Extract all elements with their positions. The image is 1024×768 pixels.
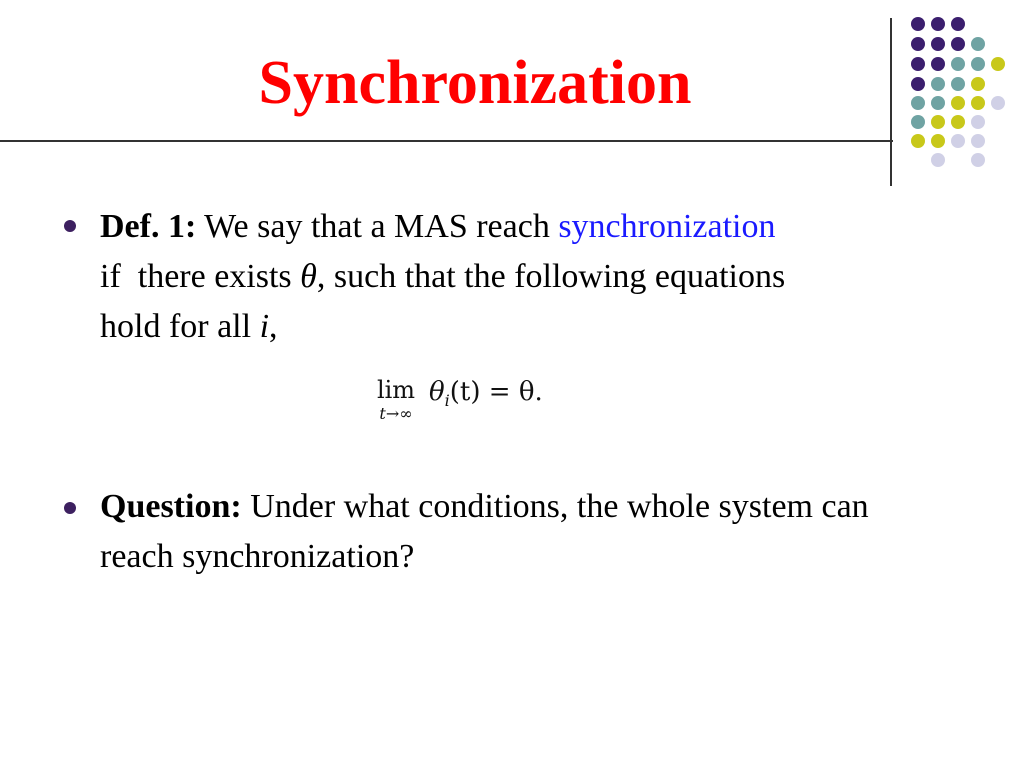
decorative-dot-grid xyxy=(0,0,1024,200)
equation-subscript-i: i xyxy=(444,391,450,411)
decor-dot xyxy=(911,77,925,91)
definition-line-1 xyxy=(100,202,980,252)
limit-subscript: t→∞ xyxy=(379,404,413,423)
decor-dot xyxy=(951,96,965,110)
limit-word: lim xyxy=(376,376,416,404)
decor-dot xyxy=(971,96,985,110)
definition-line-2 xyxy=(100,252,980,302)
bullet-point xyxy=(64,502,76,514)
question-lead: Question: xyxy=(100,488,242,525)
decor-dot xyxy=(911,37,925,51)
definition-text-e: , xyxy=(269,308,278,345)
equation-rest: (t) = θ. xyxy=(449,377,543,407)
decor-dot xyxy=(951,17,965,31)
definition-text-d: hold for all xyxy=(100,308,260,345)
decor-dot xyxy=(951,77,965,91)
decor-dot xyxy=(931,17,945,31)
question-body: Under what conditions, the whole system can reach synchronization? xyxy=(100,488,869,575)
decor-dot xyxy=(991,96,1005,110)
decor-dot xyxy=(951,134,965,148)
decor-dot xyxy=(971,37,985,51)
decor-dot xyxy=(911,17,925,31)
limit-operator xyxy=(365,375,427,423)
bullet-point xyxy=(64,220,76,232)
decor-dot xyxy=(951,37,965,51)
decor-dot xyxy=(951,115,965,129)
decor-dot xyxy=(931,57,945,71)
decor-dot xyxy=(971,57,985,71)
decor-dot xyxy=(931,134,945,148)
equation-body xyxy=(429,377,543,410)
slide-title: Synchronization xyxy=(258,49,692,117)
definition-lead: Def. 1: xyxy=(100,208,197,245)
decor-dot xyxy=(971,115,985,129)
decor-dot xyxy=(951,57,965,71)
decor-dot xyxy=(911,57,925,71)
theta-symbol: θ xyxy=(300,258,317,295)
question-text xyxy=(100,482,890,582)
definition-text xyxy=(100,202,980,352)
index-variable: i xyxy=(259,308,270,345)
decor-dot xyxy=(931,115,945,129)
decor-dot xyxy=(911,96,925,110)
definition-text-b: if there exists xyxy=(100,258,301,295)
synchronization-highlight: synchronization xyxy=(558,208,776,245)
decor-dot xyxy=(991,57,1005,71)
decor-dot xyxy=(911,134,925,148)
decor-dot xyxy=(971,134,985,148)
decor-dot xyxy=(971,77,985,91)
definition-text-a: We say that a MAS reach xyxy=(196,208,559,245)
decor-dot xyxy=(931,153,945,167)
decor-dot xyxy=(931,37,945,51)
definition-line-3 xyxy=(100,302,980,352)
decor-dot xyxy=(971,153,985,167)
decor-dot xyxy=(931,77,945,91)
decor-dot xyxy=(911,115,925,129)
definition-text-c: , such that the following equations xyxy=(316,258,786,295)
equation-theta: θ xyxy=(429,377,445,407)
decor-dot xyxy=(931,96,945,110)
